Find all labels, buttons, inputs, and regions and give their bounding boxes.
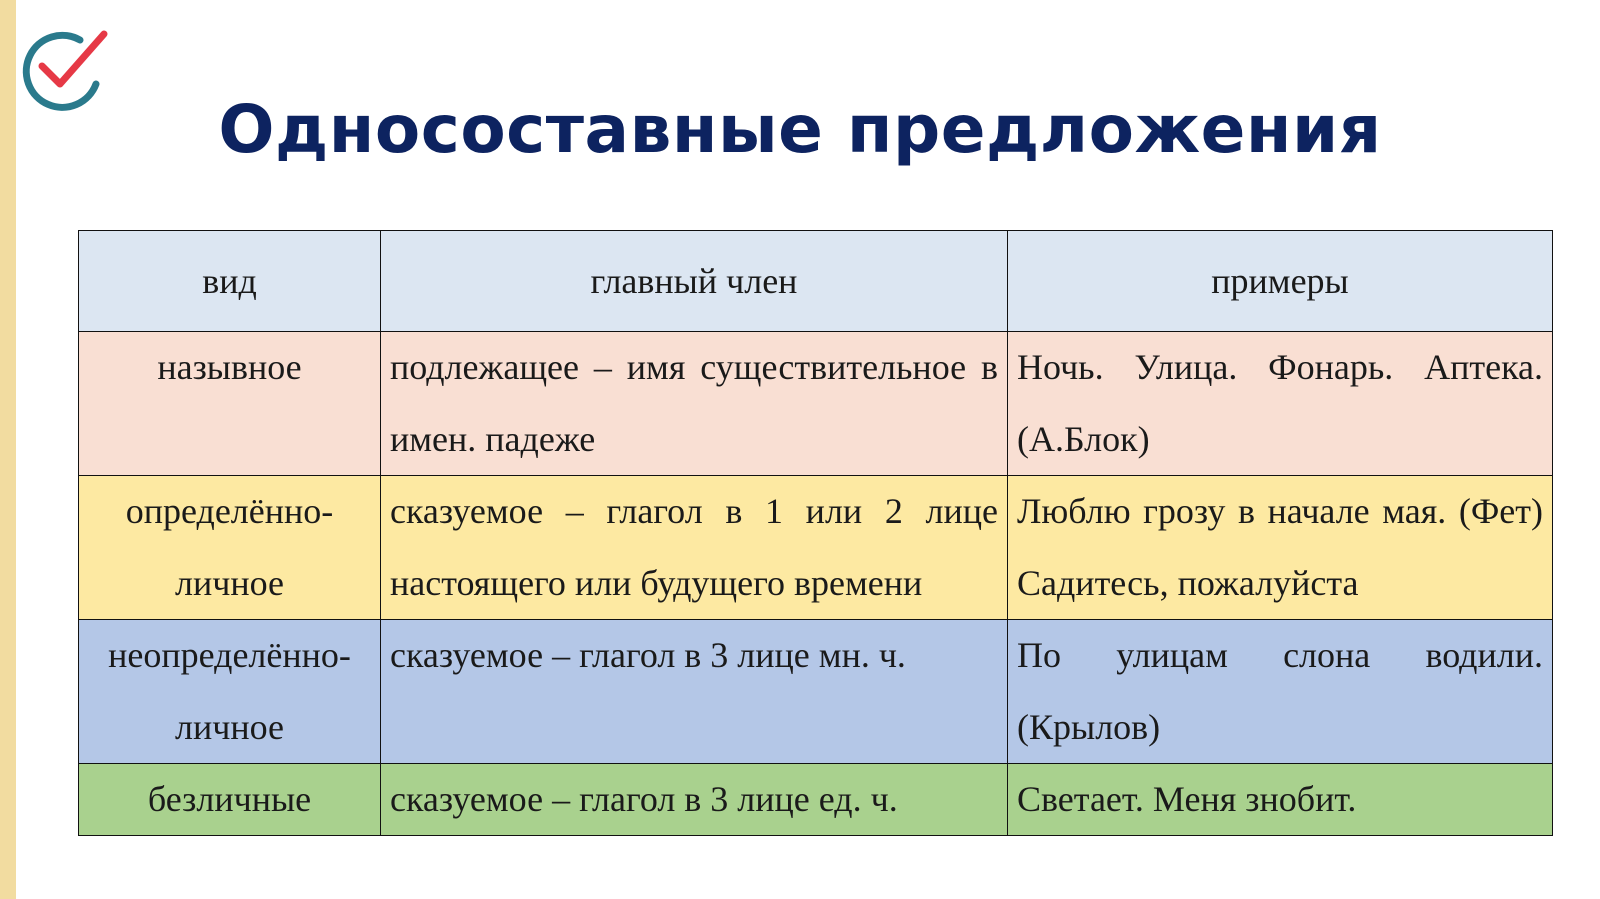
examples-text: По улицам слона водили. (Крылов) — [1017, 635, 1543, 747]
examples-cell — [1008, 764, 1553, 836]
slide-title: Односоставные предложения — [218, 91, 1382, 168]
table-row — [79, 620, 1553, 764]
table-row — [79, 764, 1553, 836]
main-member-cell — [381, 476, 1008, 620]
main-member-text: подлежащее – имя существительное в имен. падеже — [390, 347, 998, 459]
main-member-text: сказуемое – глагол в 3 лице ед. ч. — [390, 779, 898, 819]
examples-cell — [1008, 332, 1553, 476]
type-cell — [79, 476, 381, 620]
type-cell — [79, 620, 381, 764]
type-label: назывное — [157, 347, 302, 387]
type-label: неопределённо-личное — [108, 635, 351, 747]
table-row — [79, 332, 1553, 476]
type-label: безличные — [147, 779, 312, 819]
header-main-member: главный член — [381, 231, 1008, 332]
type-label: определённо-личное — [125, 491, 334, 603]
main-member-text: сказуемое – глагол в 3 лице мн. ч. — [390, 635, 906, 675]
main-member-cell — [381, 332, 1008, 476]
table-row — [79, 476, 1553, 620]
main-member-text: сказуемое – глагол в 1 или 2 лице настоящего или будущего времени — [390, 491, 998, 603]
examples-text: Ночь. Улица. Фонарь. Аптека. (А.Блок) — [1017, 347, 1543, 459]
examples-cell — [1008, 476, 1553, 620]
header-examples: примеры — [1008, 231, 1553, 332]
examples-text: Люблю грозу в начале мая. (Фет) Садитесь, пожалуйста — [1017, 491, 1543, 603]
table-header-row — [79, 231, 1553, 332]
main-member-cell — [381, 764, 1008, 836]
examples-cell — [1008, 620, 1553, 764]
sentence-types-table — [78, 230, 1553, 836]
type-cell — [79, 332, 381, 476]
type-cell — [79, 764, 381, 836]
header-type: вид — [79, 231, 381, 332]
main-member-cell — [381, 620, 1008, 764]
examples-text: Светает. Меня знобит. — [1017, 779, 1357, 819]
